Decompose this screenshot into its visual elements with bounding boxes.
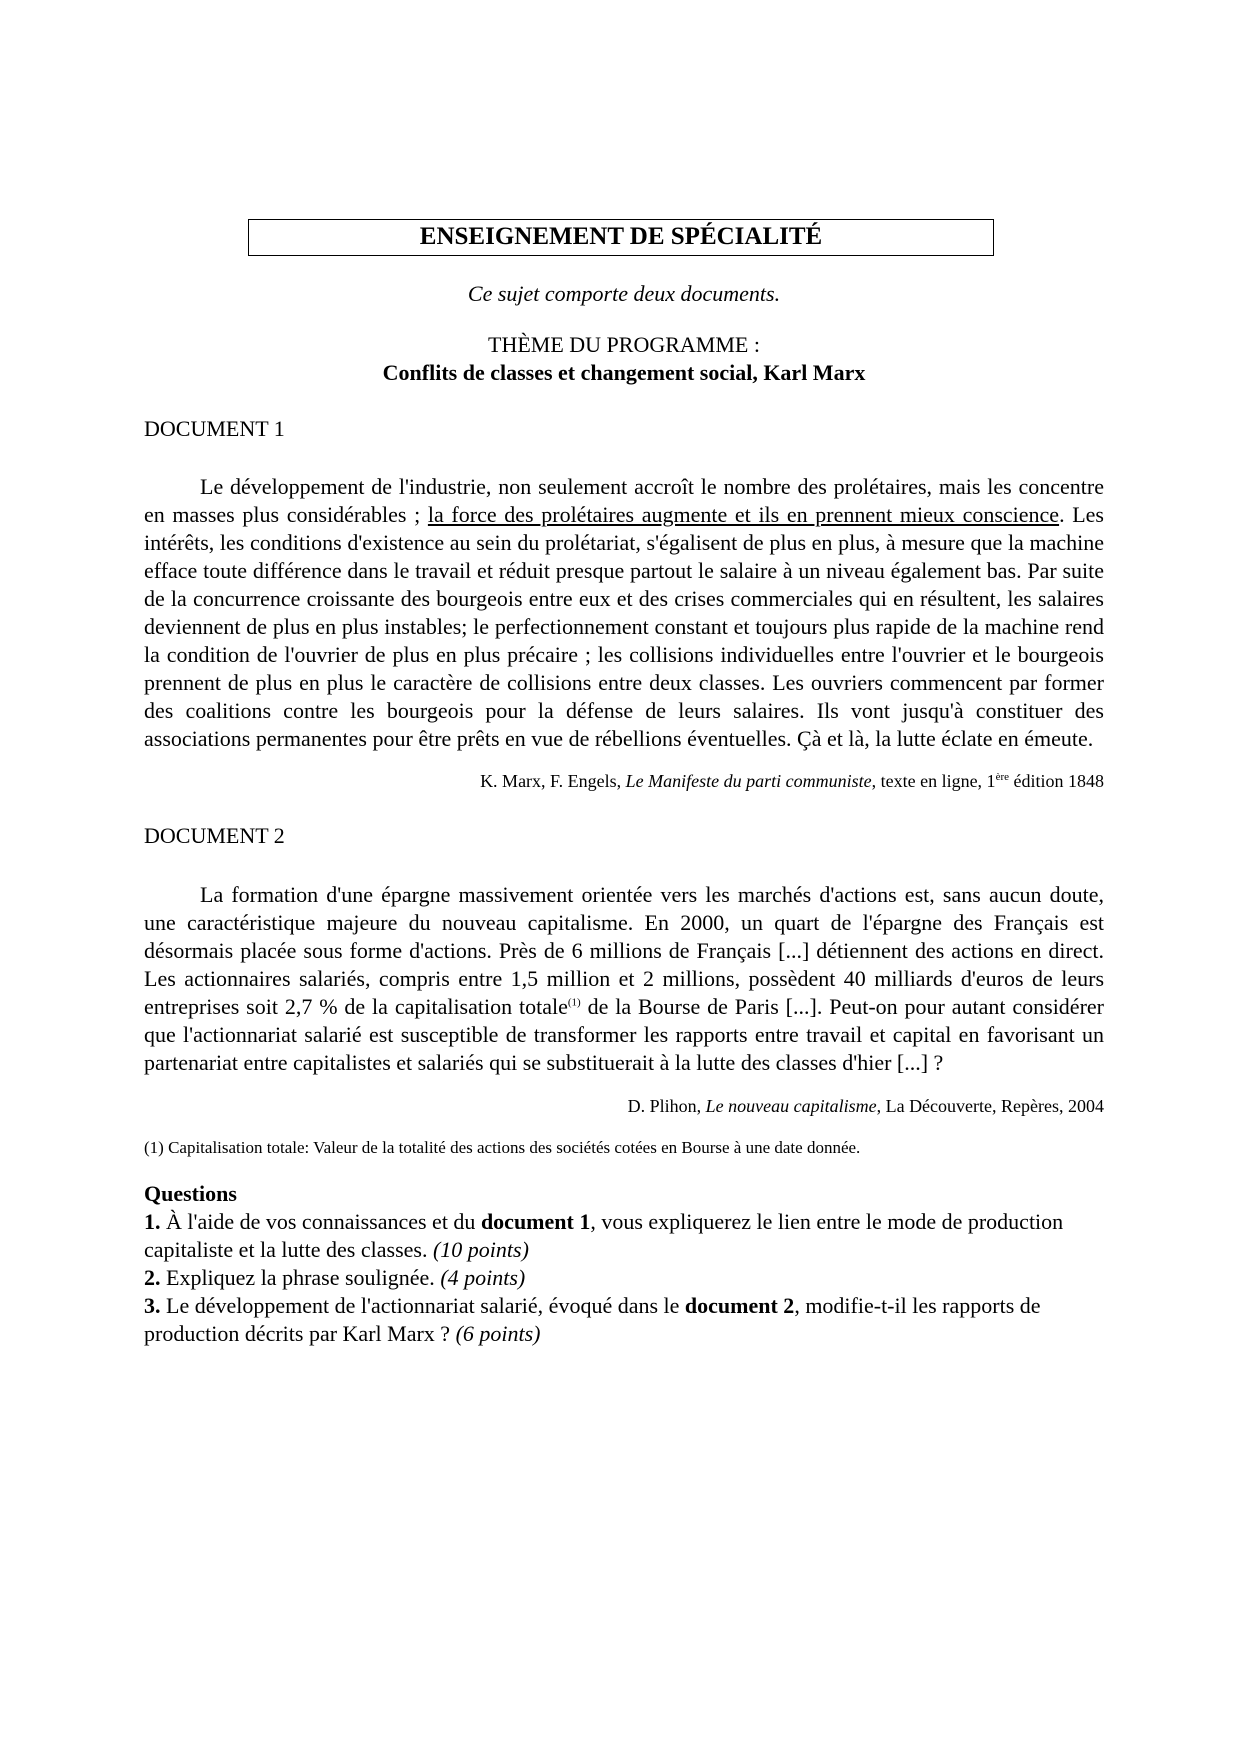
document-1-text [144, 473, 1104, 753]
footnote-ref: (1) [567, 996, 581, 1009]
question-text: Le développement de l'actionnariat salarié, évoqué dans le [160, 1293, 685, 1318]
question-1 [144, 1208, 1104, 1264]
question-points: (4 points) [440, 1265, 526, 1290]
question-points: (10 points) [432, 1237, 529, 1262]
source-title: Le Manifeste du parti communiste [625, 771, 872, 791]
question-2 [144, 1264, 1104, 1292]
document-2-text [144, 881, 1104, 1077]
question-3 [144, 1292, 1104, 1348]
source-title: Le nouveau capitalisme [705, 1096, 877, 1116]
question-points: (6 points) [455, 1321, 541, 1346]
document-2-text-start: La formation d'une épargne massivement orientée vers les marchés d'actions est, sans aucun doute, une caractéristique majeure du nouveau capitalisme. En 2000, un quart de l'épargne des Français est désormais placée sous forme d'actions. Près de 6 millions de Français [...] détiennent des actions en direct. Les actionnaires salariés, compris entre 1,5 million et 2 millions, possèdent 40 milliards d'euros de leurs entreprises soit 2,7 % de la capitalisation totale [144, 882, 1104, 1019]
document-2-text-end: de la Bourse de Paris [...]. Peut-on pour autant considérer que l'actionnariat salarié est susceptible de transformer les rapports entre travail et capital en favorisant un partenariat entre capitalistes et salariés qui se substituerait à la lutte des classes d'hier [...] ? [144, 994, 1104, 1075]
question-text: À l'aide de vos connaissances et du [160, 1209, 481, 1234]
document-1-source [144, 769, 1104, 793]
footnote: (1) Capitalisation totale: Valeur de la totalité des actions des sociétés cotées en Bourse à une date donnée. [144, 1138, 861, 1157]
questions-title: Questions [144, 1181, 237, 1206]
theme-label: THÈME DU PROGRAMME : [488, 332, 760, 357]
question-number: 1. [144, 1209, 161, 1234]
document-1-text-start: Le développement de l'industrie, non seulement accroît le nombre des prolétaires, mais les concentre en masses plus considérables ; [144, 474, 1104, 527]
document-2-label: DOCUMENT 2 [144, 823, 285, 848]
underlined-sentence: la force des prolétaires augmente et ils en prennent mieux conscience [427, 502, 1060, 527]
question-text: , vous expliquerez le lien entre le mode de production capitaliste et la lutte des classes. [144, 1209, 1064, 1262]
document-1-label: DOCUMENT 1 [144, 416, 285, 441]
source-details: , La Découverte, Repères, 2004 [876, 1096, 1104, 1116]
question-text: , modifie-t-il les rapports de production décrits par Karl Marx ? [144, 1293, 1041, 1346]
theme-title: Conflits de classes et changement social, Karl Marx [382, 360, 866, 385]
exam-page [144, 219, 1104, 1348]
question-number: 2. [144, 1265, 161, 1290]
subtitle: Ce sujet comporte deux documents. [467, 281, 781, 306]
source-details: , texte en ligne, 1 [871, 771, 996, 791]
question-number: 3. [144, 1293, 161, 1318]
source-edition: édition 1848 [1009, 771, 1104, 791]
source-superscript: ère [995, 771, 1009, 783]
page-title: ENSEIGNEMENT DE SPÉCIALITÉ [248, 219, 994, 256]
document-2-source [144, 1094, 1104, 1118]
question-text: Expliquez la phrase soulignée. [160, 1265, 441, 1290]
source-author: D. Plihon, [627, 1096, 706, 1116]
question-bold: document 2 [684, 1293, 795, 1318]
document-1-text-end: . Les intérêts, les conditions d'existence au sein du prolétariat, s'égalisent de plus en plus, à mesure que la machine efface toute différence dans le travail et réduit presque partout le salaire à un niveau également bas. Par suite de la concurrence croissante des bourgeois entre eux et des crises commerciales qui en résultent, les salaires deviennent de plus en plus instables; le perfectionnement constant et toujours plus rapide de la machine rend la condition de l'ouvrier de plus en plus précaire ; les collisions individuelles entre l'ouvrier et le bourgeois prennent de plus en plus le caractère de collisions entre deux classes. Les ouvriers commencent par former des coalitions contre les bourgeois pour la défense de leurs salaires. Ils vont jusqu'à constituer des associations permanentes pour être prêts en vue de rébellions éventuelles. Çà et là, la lutte éclate en émeute. [144, 502, 1104, 751]
question-bold: document 1 [480, 1209, 591, 1234]
source-authors: K. Marx, F. Engels, [480, 771, 626, 791]
